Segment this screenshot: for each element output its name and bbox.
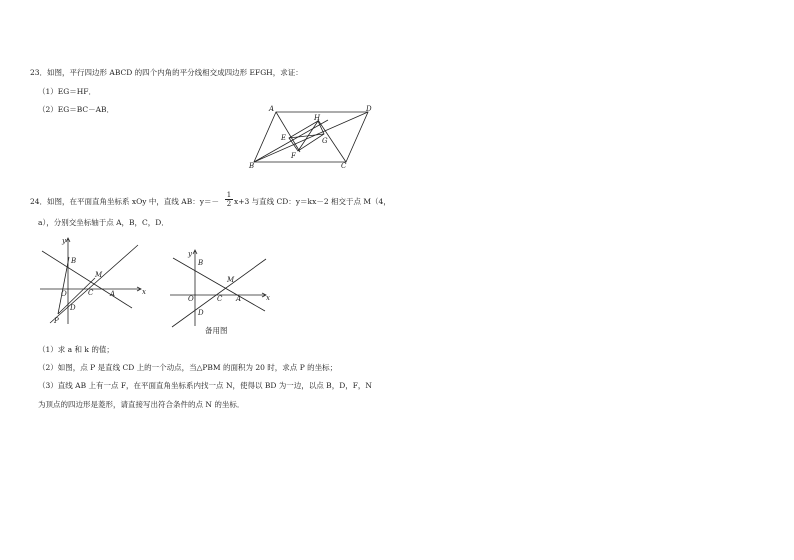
fig2-label-y: y — [188, 250, 192, 258]
label-e: E — [281, 134, 287, 142]
fig2-label-o: O — [188, 295, 194, 303]
q24-part3-line2: 为顶点的四边形是菱形，请直接写出符合条件的点 N 的坐标． — [38, 400, 245, 409]
q24-stem-a: 24．如图，在平面直角坐标系 xOy 中，直线 AB：y＝－ — [30, 197, 219, 206]
fig1-label-c: C — [88, 289, 94, 297]
spare-line-ab — [173, 258, 265, 311]
q23-part1: （1）EG＝HF． — [38, 87, 96, 96]
q24-part3-line1: （3）直线 AB 上有一点 F，在平面直角坐标系内找一点 N，使得以 BD 为一边，以点 B，D，F，N — [38, 381, 372, 390]
fig1-label-y: y — [62, 237, 66, 245]
fig1-label-p: P — [54, 317, 59, 325]
label-c: C — [341, 162, 347, 170]
label-d: D — [366, 105, 372, 113]
fig2-label-d: D — [198, 309, 204, 317]
label-h: H — [314, 114, 321, 122]
fig2-label-a: A — [236, 295, 242, 303]
label-g: G — [322, 137, 328, 145]
fig2-label-m: M — [227, 276, 235, 284]
fig1-label-m: M — [95, 271, 103, 279]
fig2-label-b: B — [198, 259, 204, 267]
label-f: F — [291, 152, 296, 160]
label-a: A — [269, 105, 275, 113]
spare-line-cd — [172, 259, 266, 327]
fig1-label-d: D — [70, 304, 76, 312]
frac-denominator: 2 — [226, 200, 232, 208]
q23-part2: （2）EG＝BC－AB． — [38, 105, 115, 114]
frac-numerator: 1 — [226, 191, 232, 199]
q24-stem-line2: a），分别交坐标轴于点 A，B，C，D． — [38, 218, 169, 227]
fig1-label-b: B — [71, 257, 77, 265]
fig1-label-a: A — [110, 290, 116, 298]
q24-part1: （1）求 a 和 k 的值； — [38, 345, 114, 354]
label-b: B — [249, 162, 255, 170]
fig2-label-x: x — [266, 294, 270, 302]
q24-stem-b: x+3 与直线 CD：y＝kx－2 相交于点 M（4， — [234, 197, 391, 206]
fig2-label-c: C — [217, 295, 223, 303]
fig1-label-x: x — [142, 288, 146, 296]
q24-part2: （2）如图，点 P 是直线 CD 上的一个动点，当△PBM 的面积为 20 时，求点 P 的坐标； — [38, 363, 338, 372]
q23-stem: 23．如图，平行四边形 ABCD 的四个内角的平分线相交成四边形 EFGH，求证： — [30, 68, 303, 77]
fig1-label-o: O — [61, 290, 67, 298]
spare-figure-caption: 备用图 — [205, 326, 228, 335]
